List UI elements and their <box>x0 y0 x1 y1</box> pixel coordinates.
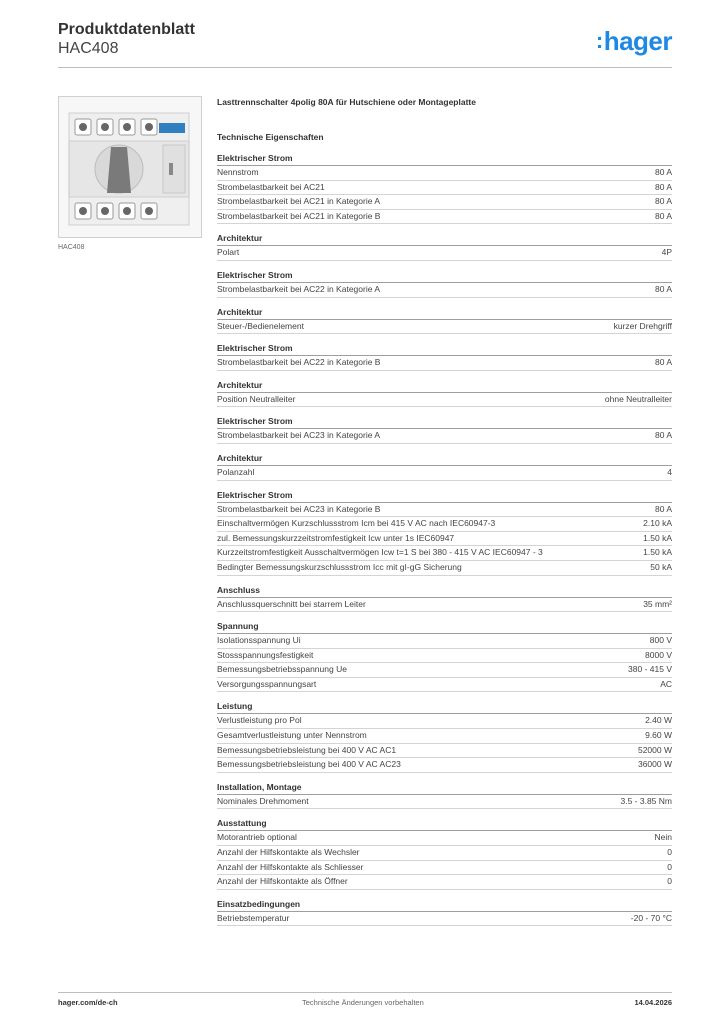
spec-value: 380 - 415 V <box>628 664 672 675</box>
spec-value: ohne Neutralleiter <box>604 393 672 404</box>
spec-value: 9.60 W <box>645 730 672 741</box>
spec-label: Versorgungsspannungsart <box>217 678 317 689</box>
spec-value: 1.50 kA <box>643 547 672 558</box>
product-name: Lasttrennschalter 4polig 80A für Hutschiene oder Montageplatte <box>217 97 476 107</box>
spec-group-title: Anschluss <box>217 584 672 598</box>
spec-value: Nein <box>654 832 672 843</box>
spec-label: Bemessungsbetriebsspannung Ue <box>217 664 347 675</box>
spec-row <box>217 678 672 693</box>
spec-row <box>217 912 672 927</box>
spec-group <box>217 817 672 889</box>
spec-row <box>217 846 672 861</box>
spec-value: 0 <box>667 876 672 887</box>
spec-group-title: Spannung <box>217 620 672 634</box>
switch-disconnector-illustration <box>59 97 201 237</box>
spec-row <box>217 831 672 846</box>
spec-group-title: Architektur <box>217 232 672 246</box>
spec-group <box>217 152 672 224</box>
spec-value: 3.5 - 3.85 Nm <box>620 795 672 806</box>
spec-value: 80 A <box>654 430 672 441</box>
spec-group <box>217 269 672 298</box>
spec-label: Nennstrom <box>217 167 259 177</box>
spec-row <box>217 503 672 518</box>
spec-group-title: Einsatzbedingungen <box>217 898 672 912</box>
spec-value: 36000 W <box>637 759 672 770</box>
spec-label: Isolationsspannung Ui <box>217 635 301 646</box>
spec-row <box>217 861 672 876</box>
spec-row <box>217 393 672 408</box>
spec-value: 80 A <box>654 181 672 192</box>
hager-logo <box>596 26 672 57</box>
spec-group-title: Elektrischer Strom <box>217 489 672 503</box>
spec-group <box>217 489 672 576</box>
spec-group <box>217 379 672 408</box>
spec-value: 80 A <box>654 283 672 294</box>
spec-row <box>217 320 672 335</box>
spec-group <box>217 306 672 335</box>
image-caption: HAC408 <box>58 244 85 251</box>
spec-value: kurzer Drehgriff <box>613 320 672 331</box>
spec-label: Anzahl der Hilfskontakte als Wechsler <box>217 847 360 858</box>
spec-value: 35 mm² <box>643 598 672 609</box>
spec-group-title: Leistung <box>217 700 672 714</box>
spec-value: 2.10 kA <box>643 518 672 529</box>
spec-group-title: Architektur <box>217 452 672 466</box>
spec-row <box>217 598 672 613</box>
spec-row <box>217 729 672 744</box>
product-code: HAC408 <box>58 40 119 57</box>
page-header <box>58 20 195 58</box>
spec-row <box>217 166 672 181</box>
spec-label: Position Neutralleiter <box>217 393 296 404</box>
spec-row <box>217 744 672 759</box>
spec-value: 52000 W <box>637 744 672 755</box>
spec-label: Strombelastbarkeit bei AC21 <box>217 181 325 192</box>
spec-label: Strombelastbarkeit bei AC22 in Kategorie B <box>217 357 381 368</box>
spec-group <box>217 620 672 692</box>
spec-row <box>217 429 672 444</box>
spec-group-title: Architektur <box>217 306 672 320</box>
spec-value: AC <box>660 678 672 689</box>
header-divider <box>58 67 672 68</box>
spec-group-title: Installation, Montage <box>217 781 672 795</box>
spec-group-title: Elektrischer Strom <box>217 269 672 283</box>
section-heading: Technische Eigenschaften <box>217 132 324 142</box>
spec-value: 4P <box>661 247 672 258</box>
spec-label: Polanzahl <box>217 466 255 477</box>
spec-label: Bemessungsbetriebsleistung bei 400 V AC AC23 <box>217 759 401 770</box>
spec-value: 8000 V <box>645 649 672 660</box>
spec-value: 80 A <box>654 210 672 221</box>
spec-group <box>217 584 672 613</box>
footer-website: hager.com/de-ch <box>58 998 118 1007</box>
spec-label: Betriebstemperatur <box>217 912 290 923</box>
logo-mark-icon: : <box>595 28 603 53</box>
spec-row <box>217 532 672 547</box>
spec-value: 1.50 kA <box>643 532 672 543</box>
spec-label: Einschaltvermögen Kurzschlussstrom Icm bei 415 V AC nach IEC60947-3 <box>217 518 496 529</box>
spec-group-title: Elektrischer Strom <box>217 152 672 166</box>
spec-content <box>217 95 672 926</box>
spec-row <box>217 517 672 532</box>
spec-label: Gesamtverlustleistung unter Nennstrom <box>217 730 367 741</box>
spec-value: 800 V <box>649 635 672 646</box>
spec-value: 80 A <box>654 503 672 514</box>
spec-label: Strombelastbarkeit bei AC21 in Kategorie B <box>217 210 381 221</box>
spec-label: Bemessungsbetriebsleistung bei 400 V AC AC1 <box>217 744 397 755</box>
spec-row <box>217 356 672 371</box>
spec-value: 80 A <box>654 196 672 207</box>
spec-label: Nominales Drehmoment <box>217 795 309 806</box>
spec-label: Stossspannungsfestigkeit <box>217 649 314 660</box>
footer-note: Technische Änderungen vorbehalten <box>302 998 424 1007</box>
spec-row <box>217 795 672 810</box>
spec-label: Bedingter Bemessungskurzschlussstrom Icc mit gI-gG Sicherung <box>217 561 462 572</box>
spec-group <box>217 342 672 371</box>
spec-label: Motorantrieb optional <box>217 832 297 843</box>
spec-row <box>217 195 672 210</box>
spec-row <box>217 210 672 225</box>
spec-row <box>217 283 672 298</box>
spec-value: 80 A <box>654 357 672 368</box>
spec-label: Steuer-/Bedienelement <box>217 320 304 331</box>
spec-group-title: Ausstattung <box>217 817 672 831</box>
spec-label: Anschlussquerschnitt bei starrem Leiter <box>217 598 366 609</box>
spec-row <box>217 758 672 773</box>
spec-row <box>217 875 672 890</box>
spec-row <box>217 561 672 576</box>
spec-label: Strombelastbarkeit bei AC21 in Kategorie A <box>217 196 381 207</box>
spec-value: 0 <box>667 847 672 858</box>
spec-group <box>217 781 672 810</box>
spec-group-title: Elektrischer Strom <box>217 415 672 429</box>
spec-group-title: Elektrischer Strom <box>217 342 672 356</box>
spec-value: 80 A <box>654 167 672 177</box>
logo-text: hager <box>603 26 672 56</box>
spec-row <box>217 634 672 649</box>
spec-row <box>217 181 672 196</box>
spec-row <box>217 649 672 664</box>
spec-label: Strombelastbarkeit bei AC23 in Kategorie B <box>217 503 381 514</box>
spec-label: Polart <box>217 247 240 258</box>
spec-label: Verlustleistung pro Pol <box>217 715 302 726</box>
spec-value: 0 <box>667 861 672 872</box>
spec-value: 2.40 W <box>645 715 672 726</box>
page-title: Produktdatenblatt <box>58 21 195 38</box>
spec-row <box>217 246 672 261</box>
spec-row <box>217 714 672 729</box>
footer-divider <box>58 992 672 993</box>
spec-label: Strombelastbarkeit bei AC22 in Kategorie A <box>217 283 381 294</box>
spec-value: 4 <box>667 466 672 477</box>
spec-row <box>217 663 672 678</box>
spec-label: zul. Bemessungskurzzeitstromfestigkeit Icw unter 1s IEC60947 <box>217 532 455 543</box>
spec-group-title: Architektur <box>217 379 672 393</box>
spec-group <box>217 415 672 444</box>
spec-value: 50 kA <box>650 561 672 572</box>
spec-group <box>217 452 672 481</box>
spec-label: Kurzzeitstromfestigkeit Ausschaltvermögen Icw t=1 S bei 380 - 415 V AC IEC60947 - 3 <box>217 547 543 558</box>
spec-group <box>217 232 672 261</box>
spec-group <box>217 898 672 927</box>
footer-date: 14.04.2026 <box>634 998 672 1007</box>
spec-groups <box>217 152 672 926</box>
spec-group <box>217 700 672 772</box>
product-image <box>58 96 202 238</box>
spec-row <box>217 546 672 561</box>
spec-label: Anzahl der Hilfskontakte als Öffner <box>217 876 348 887</box>
spec-row <box>217 466 672 481</box>
spec-label: Anzahl der Hilfskontakte als Schliesser <box>217 861 364 872</box>
spec-label: Strombelastbarkeit bei AC23 in Kategorie A <box>217 430 381 441</box>
spec-value: -20 - 70 °C <box>630 912 672 923</box>
